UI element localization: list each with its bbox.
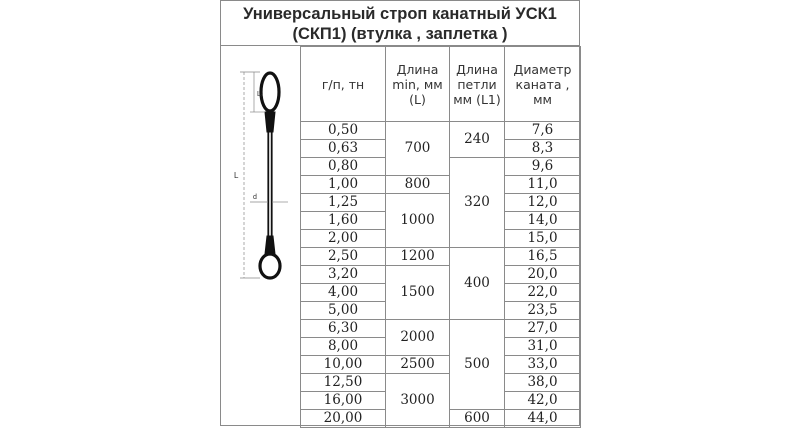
diameter-cell: 9,6 — [505, 158, 581, 176]
capacity-cell: 20,00 — [301, 410, 386, 428]
diameter-cell: 27,0 — [505, 320, 581, 338]
total-length-label: L — [234, 171, 239, 180]
capacity-cell: 1,25 — [301, 194, 386, 212]
diameter-cell: 33,0 — [505, 356, 581, 374]
capacity-cell: 12,50 — [301, 374, 386, 392]
capacity-cell: 0,63 — [301, 140, 386, 158]
table-row — [301, 374, 581, 392]
table-row — [301, 248, 581, 266]
capacity-cell: 3,20 — [301, 266, 386, 284]
length-cell: 800 — [386, 176, 450, 194]
loop-length-label: L₁ — [257, 91, 264, 98]
diameter-cell: 8,3 — [505, 140, 581, 158]
table-header-row — [301, 47, 581, 122]
diameter-cell: 7,6 — [505, 122, 581, 140]
loop-length-cell: 320 — [450, 158, 505, 248]
diameter-cell: 12,0 — [505, 194, 581, 212]
top-sleeve — [265, 112, 275, 132]
diameter-cell: 23,5 — [505, 302, 581, 320]
diameter-cell: 22,0 — [505, 284, 581, 302]
capacity-cell: 5,00 — [301, 302, 386, 320]
capacity-cell: 8,00 — [301, 338, 386, 356]
loop-length-cell: 600 — [450, 410, 505, 428]
title-line-1: Универсальный строп канатный УСК1 — [243, 5, 557, 23]
header-loop-length: Длина петли мм (L1) — [450, 47, 505, 122]
table-body — [301, 122, 581, 428]
top-loop — [261, 73, 279, 111]
length-cell: 3000 — [386, 374, 450, 428]
length-cell: 1200 — [386, 248, 450, 266]
loop-length-cell: 500 — [450, 320, 505, 410]
spec-sheet — [220, 0, 580, 440]
length-cell: 2500 — [386, 356, 450, 374]
header-diameter: Диаметр каната , мм — [505, 47, 581, 122]
title-line-2: (СКП1) (втулка , заплетка ) — [292, 25, 508, 43]
capacity-cell: 0,50 — [301, 122, 386, 140]
diameter-cell: 11,0 — [505, 176, 581, 194]
table-row — [301, 356, 581, 374]
table-row — [301, 176, 581, 194]
capacity-cell: 16,00 — [301, 392, 386, 410]
capacity-cell: 1,60 — [301, 212, 386, 230]
diameter-cell: 16,5 — [505, 248, 581, 266]
diameter-cell: 42,0 — [505, 392, 581, 410]
diameter-cell: 20,0 — [505, 266, 581, 284]
bottom-sleeve — [265, 236, 275, 254]
capacity-cell: 2,00 — [301, 230, 386, 248]
header-length: Длина min, мм (L) — [386, 47, 450, 122]
capacity-cell: 10,00 — [301, 356, 386, 374]
title-box — [220, 0, 580, 46]
diameter-cell: 44,0 — [505, 410, 581, 428]
capacity-cell: 0,80 — [301, 158, 386, 176]
sling-diagram — [230, 70, 310, 290]
length-cell: 1500 — [386, 266, 450, 320]
capacity-cell: 2,50 — [301, 248, 386, 266]
table-row — [301, 320, 581, 338]
length-cell: 700 — [386, 122, 450, 176]
capacity-cell: 1,00 — [301, 176, 386, 194]
diameter-cell: 15,0 — [505, 230, 581, 248]
header-capacity: г/п, тн — [301, 47, 386, 122]
diameter-cell: 31,0 — [505, 338, 581, 356]
sling-drawing — [260, 73, 280, 278]
loop-length-cell: 400 — [450, 248, 505, 320]
capacity-cell: 6,30 — [301, 320, 386, 338]
diameter-label: d — [253, 194, 257, 201]
length-cell: 2000 — [386, 320, 450, 356]
table-row — [301, 266, 581, 284]
capacity-cell: 4,00 — [301, 284, 386, 302]
length-cell: 1000 — [386, 194, 450, 248]
diameter-cell: 38,0 — [505, 374, 581, 392]
table-row — [301, 122, 581, 140]
diameter-cell: 14,0 — [505, 212, 581, 230]
sling-spec-table — [300, 46, 581, 428]
table-row — [301, 194, 581, 212]
loop-length-cell: 240 — [450, 122, 505, 158]
bottom-loop — [260, 254, 280, 278]
